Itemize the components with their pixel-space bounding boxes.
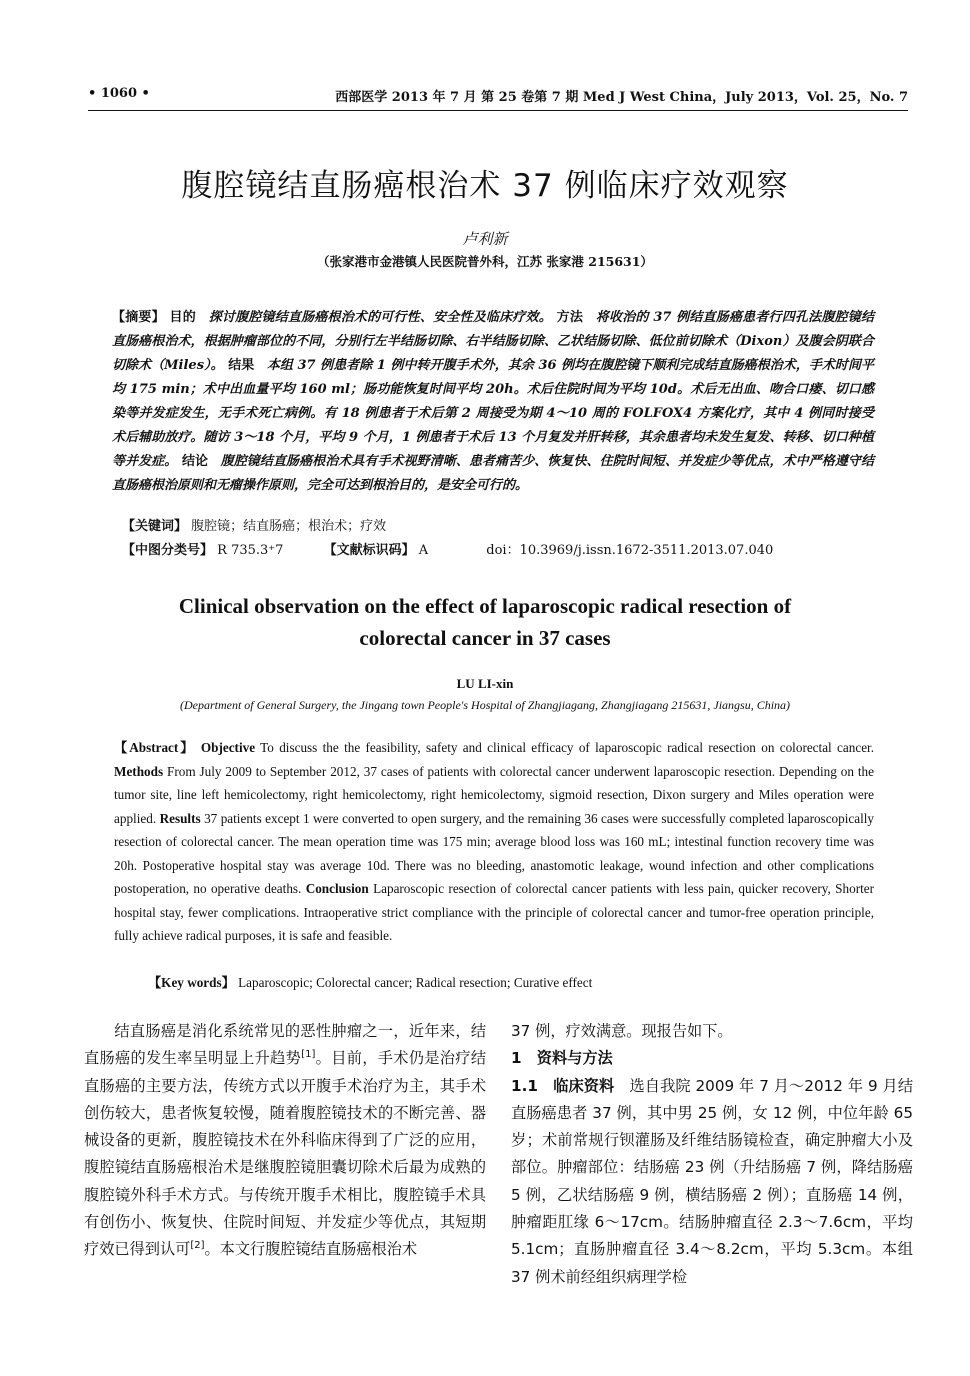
keywords-tag: 【关键词】	[122, 519, 188, 534]
english-title-line1: Clinical observation on the effect of laparoscopic radical resection of	[178, 594, 792, 618]
doi: doi：10.3969/j.issn.1672-3511.2013.07.040	[486, 543, 774, 558]
clc-tag: 【中图分类号】	[122, 543, 214, 558]
keywords-text: 腹腔镜；结直肠癌；根治术；疗效	[191, 519, 387, 534]
english-abstract	[114, 736, 874, 948]
body-right-column	[511, 1018, 913, 1291]
en-results-label: Results	[159, 810, 201, 826]
en-objective-label: Objective	[200, 740, 256, 755]
body-left-column	[84, 1018, 486, 1264]
objective-label: 目的	[169, 310, 196, 325]
abstract-tag: 【摘要】	[112, 310, 165, 325]
intro-continuation: 37 例，疗效满意。现报告如下。	[511, 1022, 733, 1040]
en-conclusion-text: Laparoscopic resection of colorectal cancer patients with less pain, quicker recovery, Shorter hospital stay, fewer complications. Intraoperative strict compliance with the principle of colorectal cancer and tumor-free operation principle, fully achieve radical purposes, it is safe and feasible.	[114, 881, 874, 943]
en-results-text: 37 patients except 1 were converted to open surgery, and the remaining 36 cases were successfully completed laparoscopically resection of colorectal cancer. The mean operation time was 175 min; average blood loss was 160 mL; intestinal function recovery time was 20h. Postoperative hospital stay was average 10d. There was no bleeding, anastomotic leakage, wound infection and other complications postoperation, no operative deaths.	[114, 810, 875, 896]
section-1-1-paragraph	[511, 1073, 913, 1291]
section-1-heading: 1 资料与方法	[511, 1049, 613, 1068]
results-label: 结果	[228, 358, 255, 373]
en-methods-label: Methods	[114, 763, 164, 779]
citation-1: [1]	[301, 1049, 316, 1061]
chinese-abstract	[112, 306, 874, 498]
conclusion-label: 结论	[181, 454, 209, 469]
intro-text-a: 结直肠癌是消化系统常见的恶性肿瘤之一，近年来，结直肠癌的发生率呈明显上升趋势	[84, 1022, 486, 1068]
doccode-tag: 【文献标识码】	[323, 543, 415, 558]
clc-value: R 735.3⁺7	[217, 543, 284, 558]
chinese-author: 卢利新	[462, 230, 508, 248]
intro-text-b: 。目前，手术仍是治疗结直肠癌的主要方法，传统方式以开腹手术治疗为主，其手术创伤较大，患者恢复较慢，随着腹腔镜技术的不断完善、器械设备的更新，腹腔镜技术在外科临床得到了广泛的应用，腹腔镜结直肠癌根治术是继腹腔镜胆囊切除术后最为成熟的腹腔镜外科手术方式。与传统开腹手术相比，腹腔镜手术具有创伤小、恢复快、住院时间短、并发症少等优点，其短期疗效已得到认可	[84, 1049, 487, 1259]
objective-text: 探讨腹腔镜结直肠癌根治术的可行性、安全性及临床疗效。	[208, 310, 552, 325]
en-abstract-tag: 【Abstract】	[114, 740, 196, 755]
english-keywords	[148, 972, 874, 994]
chinese-affiliation: （张家港市金港镇人民医院普外科，江苏 张家港 215631）	[317, 254, 653, 269]
journal-info: 西部医学 2013 年 7 月 第 25 卷第 7 期 Med J West China，July 2013，Vol. 25，No. 7	[335, 90, 908, 105]
methods-text: 将收治的 37 例结直肠癌患者行四孔法腹腔镜结直肠癌根治术，根据肿瘤部位的不同，分别行左半结肠切除、右半结肠切除、乙状结肠切除、低位前切除术（Dixon）及腹会阴联合切除术（Miles）。	[112, 310, 874, 373]
running-header	[88, 86, 908, 108]
intro-paragraph	[84, 1018, 486, 1264]
section-1-1-heading: 1.1 临床资料	[511, 1076, 615, 1095]
english-title	[0, 590, 970, 654]
intro-text-c: 。本文行腹腔镜结直肠癌根治术	[204, 1240, 418, 1259]
en-keywords-text: Laparoscopic; Colorectal cancer; Radical resection; Curative effect	[238, 975, 593, 990]
chinese-keywords	[122, 516, 874, 538]
en-objective-text: To discuss the the feasibility, safety and clinical efficacy of laparoscopic radical resection on colorectal cancer.	[260, 740, 875, 755]
doccode-value: A	[418, 543, 429, 558]
en-methods-text: From July 2009 to September 2012, 37 cases of patients with colorectal cancer underwent laparoscopic resection. Depending on the tumor site, line left hemicolectomy, right hemicolectomy, right hemicolectomy, sigmoid resection, Dixon surgery and Miles operation were applied.	[114, 763, 874, 826]
section-1-1-text: 选自我院 2009 年 7 月～2012 年 9 月结直肠癌患者 37 例，其中男 25 例，女 12 例，中位年龄 65 岁；术前常规行钡灌肠及纤维结肠镜检查，确定肿瘤大小及部位。肿瘤部位：结肠癌 23 例（升结肠癌 7 例，降结肠癌 5 例，乙状结肠癌 9 例，横结肠癌 2 例）；直肠癌 14 例，肿瘤距肛缘 6～17cm。结肠肿瘤直径 2.3～7.6cm，平均 5.1cm；直肠肿瘤直径 3.4～8.2cm，平均 5.3cm。本组 37 例术前经组织病理学检	[511, 1076, 914, 1286]
page-number: • 1060 •	[88, 86, 150, 101]
english-title-line2: colorectal cancer in 37 cases	[359, 626, 611, 650]
header-rule	[88, 110, 908, 111]
citation-2: [2]	[190, 1240, 205, 1252]
en-conclusion-label: Conclusion	[305, 881, 369, 896]
english-author: LU LI-xin	[456, 676, 514, 691]
methods-label: 方法	[556, 310, 584, 325]
english-affiliation: (Department of General Surgery, the Jingang town People's Hospital of Zhangjiagang, Zhangjiagang 215631, Jiangsu, China)	[179, 698, 791, 712]
conclusion-text: 腹腔镜结直肠癌根治术具有手术视野清晰、患者痛苦少、恢复快、住院时间短、并发症少等优点，术中严格遵守结直肠癌根治原则和无瘤操作原则，完全可达到根治目的，是安全可行的。	[112, 454, 874, 493]
chinese-title: 腹腔镜结直肠癌根治术 37 例临床疗效观察	[181, 168, 789, 204]
classification-line	[122, 540, 874, 562]
en-keywords-tag: 【Key words】	[148, 975, 235, 990]
results-text: 本组 37 例患者除 1 例中转开腹手术外，其余 36 例均在腹腔镜下顺利完成结直肠癌根治术，手术时间平均 175 min；术中出血量平均 160 ml；肠功能恢复时间平均 20h。术后住院时间为平均 10d。术后无出血、吻合口瘘、切口感染等并发症发生，无手术死亡病例。有 18 例患者于术后第 2 周接受为期 4～10 周的 FOLFOX4 方案化疗，其中 4 例同时接受术后辅助放疗。随访 3～18 个月，平均 9 个月，1 例患者于术后 13 个月复发并肝转移，其余患者均未发生复发、转移、切口种植等并发症。	[112, 358, 874, 469]
